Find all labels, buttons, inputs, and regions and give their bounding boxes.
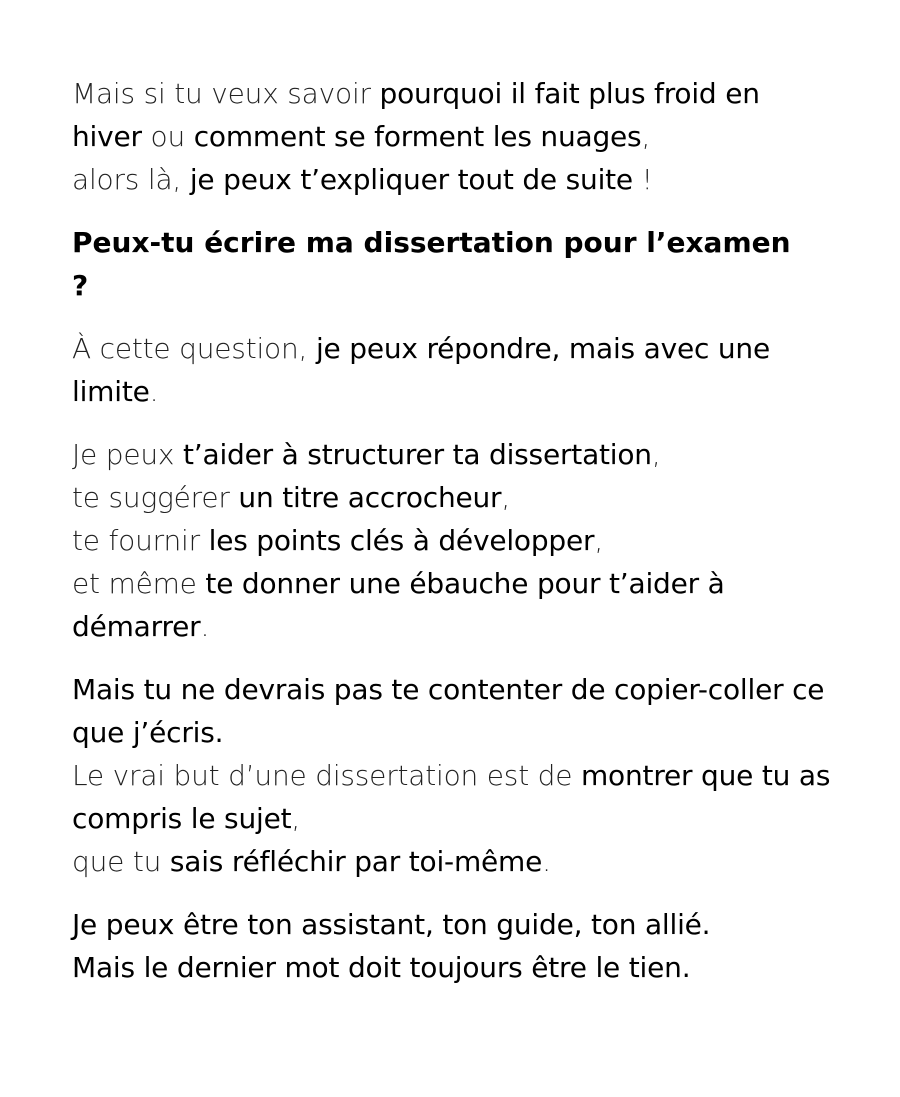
text-span: Mais si tu veux savoir (72, 77, 380, 110)
text-span: Le vrai but d’une dissertation est de (72, 759, 581, 792)
text-line (72, 327, 862, 370)
document-body (72, 72, 862, 1009)
emphasis-span: les points clés à développer (208, 524, 595, 557)
text-line (72, 433, 862, 476)
text-span: À cette question, (72, 332, 316, 365)
text-span: , (291, 802, 301, 835)
heading-line: ? (72, 269, 89, 302)
text-span: et même (72, 567, 206, 600)
emphasis-span: t’aider à structurer ta dissertation (183, 438, 652, 471)
text-span: . (149, 375, 159, 408)
emphasis-span: limite (72, 375, 150, 408)
text-span: ! (632, 163, 653, 196)
text-line (72, 476, 862, 519)
text-line: que j’écris. (72, 716, 224, 749)
text-line: Mais tu ne devrais pas te contenter de copier-coller ce (72, 673, 825, 706)
text-span: te suggérer (72, 481, 239, 514)
text-line (72, 519, 862, 562)
emphasis-span: sais réfléchir par toi-même (169, 845, 543, 878)
text-span: te fournir (72, 524, 209, 557)
emphasis-span: pourquoi il fait plus froid en (379, 77, 760, 110)
section-heading (72, 221, 862, 307)
emphasis-span: montrer que tu as (580, 759, 831, 792)
paragraph-closing (72, 903, 862, 989)
text-line (72, 754, 862, 797)
text-line (72, 115, 862, 158)
text-line (72, 158, 862, 201)
text-line: Mais le dernier mot doit toujours être le tien. (72, 951, 691, 984)
emphasis-span: hiver (72, 120, 142, 153)
text-span: , (594, 524, 604, 557)
text-span: alors là, (72, 163, 190, 196)
emphasis-span: compris le sujet (72, 802, 292, 835)
text-line: Je peux être ton assistant, ton guide, ton allié. (72, 908, 711, 941)
emphasis-span: comment se forment les nuages (193, 120, 642, 153)
text-line (72, 797, 862, 840)
text-span: , (651, 438, 661, 471)
text-span: . (542, 845, 551, 878)
text-span: , (641, 120, 651, 153)
text-line (72, 72, 862, 115)
text-line (72, 840, 862, 883)
text-span: que tu (72, 845, 170, 878)
emphasis-span: te donner une ébauche pour t’aider à (205, 567, 725, 600)
emphasis-span: démarrer (72, 610, 201, 643)
text-span: Je peux (72, 438, 184, 471)
emphasis-span: je peux répondre, mais avec une (315, 332, 771, 365)
text-span: , (501, 481, 511, 514)
text-line (72, 562, 862, 605)
heading-line: Peux-tu écrire ma dissertation pour l’examen (72, 226, 791, 259)
text-line (72, 370, 862, 413)
emphasis-span: un titre accrocheur (238, 481, 502, 514)
text-span: ou (141, 120, 194, 153)
text-span: . (200, 610, 210, 643)
paragraph-explanation-offer (72, 72, 862, 201)
emphasis-span: je peux t’expliquer tout de suite (189, 163, 633, 196)
paragraph-dissertation-purpose (72, 668, 862, 883)
paragraph-help-list (72, 433, 862, 648)
text-line (72, 605, 862, 648)
paragraph-answer-limit (72, 327, 862, 413)
